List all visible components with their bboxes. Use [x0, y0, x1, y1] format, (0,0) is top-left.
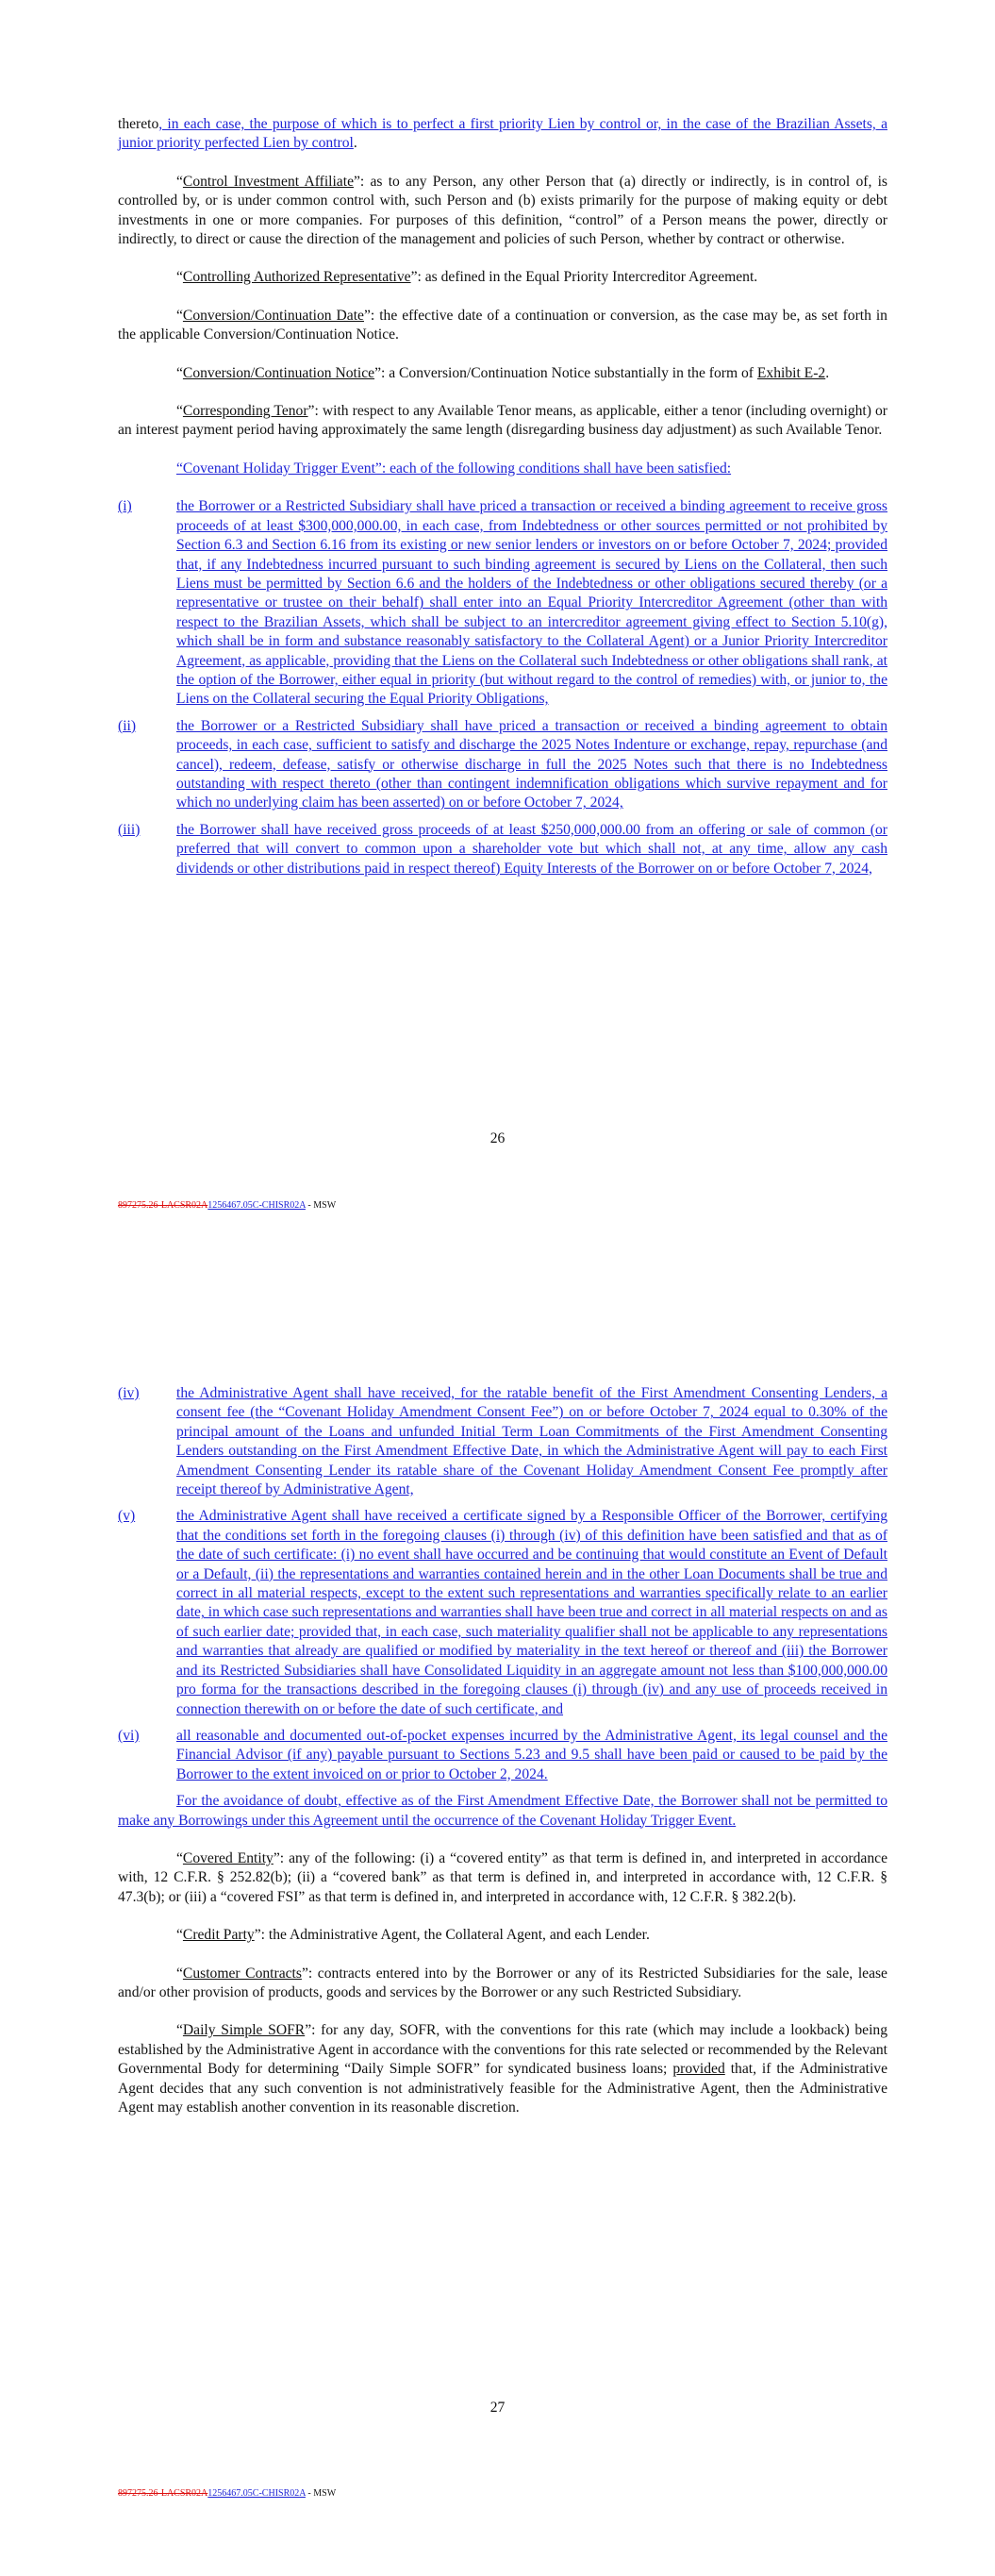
- list-item: [118, 821, 887, 878]
- defined-term: Conversion/Continuation Date: [182, 307, 364, 324]
- definition-covenant-holiday-trigger-event: “Covenant Holiday Trigger Event”: each of the following conditions shall have been satisfied:: [176, 460, 732, 477]
- deleted-doc-id: 897275.26-LACSR02A: [118, 2488, 208, 2499]
- definition-controlling-authorized-representative: “Controlling Authorized Representative”: as defined in the Equal Priority Intercreditor Agreement.: [176, 269, 758, 286]
- inserted-text: , in each case, the purpose of which is to perfect a first priority Lien by control or, in the case of the Brazilian Assets, a junior priority perfected Lien by control: [118, 116, 887, 152]
- definition-corresponding-tenor: “Corresponding Tenor”: with respect to any Available Tenor means, as applicable, either a tenor (including overnight) or an interest payment period having approximately the same length (disregarding business day adjustment) as such Available Tenor.: [118, 403, 887, 439]
- item-number: (i): [118, 498, 132, 515]
- definition-control-investment-affiliate: “Control Investment Affiliate”: as to any Person, any other Person that (a) directly or indirectly, is in control of, is controlled by, or is under common control with, such Person and (b) exists primarily for the purpose of making equity or debt investments in one or more companies. For purposes of this definition, “control” of a Person means the power, directly or indirectly, to direct or cause the direction of the management and policies of such Person, whether by contract or otherwise.: [118, 173, 887, 248]
- item-number: (ii): [118, 717, 137, 734]
- document-footer: 897275.26-LACSR02A1256467.05C-CHISR02A - MSW: [118, 2488, 337, 2499]
- item-number: (v): [118, 1508, 136, 1525]
- item-text: the Administrative Agent shall have received a certificate signed by a Responsible Officer of the Borrower, certifying that the conditions set forth in the foregoing clauses (i) through (iv) of this definition have been satisfied and that as of the date of such certificate: (i) no event shall have occurred and be continuing that would constitute an Event of Default or a Default, (ii) the representations and warranties contained herein and in the other Loan Documents shall be true and correct in all material respects, except to the extent such representations and warranties specifically relate to an earlier date, in which case such representations and warranties shall have been true and correct in all material respects on and as of such earlier date; provided that, in each case, such materiality qualifier shall not be applicable to any representations and warranties that already are qualified or modified by materiality in the text hereof or thereof and (iii) the Borrower and its Restricted Subsidiaries shall have Consolidated Liquidity in an aggregate amount not less than $100,000,000.00 pro forma for the transactions described in the foregoing clauses (i) through (iv) and any use of proceeds received in connection therewith on or before the date of such certificate, and: [176, 1508, 887, 1717]
- definition-customer-contracts: “Customer Contracts”: contracts entered into by the Borrower or any of its Restricted Subsidiaries for the sale, lease and/or other provision of products, goods and services by the Borrower or any such Restricted Subsidiary.: [118, 1965, 887, 2000]
- page-number: 26: [489, 1130, 506, 1146]
- defined-term: Corresponding Tenor: [182, 403, 308, 420]
- page-number: 27: [489, 2400, 506, 2416]
- definition-conversion-continuation-notice: “Conversion/Continuation Notice”: a Conversion/Continuation Notice substantially in the form of Exhibit E-2.: [176, 364, 830, 381]
- definition-covered-entity: “Covered Entity”: any of the following: (i) a “covered entity” as that term is defined in, and interpreted in accordance with, 12 C.F.R. § 252.82(b); (ii) a “covered bank” as that term is defined in, and interpreted in accordance with, 12 C.F.R. § 47.3(b); or (iii) a “covered FSI” as that term is defined in, and interpreted in accordance with, 12 C.F.R. § 382.2(b).: [118, 1849, 887, 1905]
- defined-term: Controlling Authorized Representative: [182, 269, 411, 286]
- list-item: [118, 1727, 887, 1784]
- defined-term: Covered Entity: [182, 1849, 274, 1866]
- defined-term: Daily Simple SOFR: [182, 2022, 306, 2039]
- list-item: [118, 717, 887, 813]
- condition-list-continued: [118, 1384, 887, 1784]
- item-text: the Administrative Agent shall have received, for the ratable benefit of the First Amendment Consenting Lenders, a consent fee (the “Covenant Holiday Amendment Consent Fee”) on or before October 7, 2024 equal to 0.30% of the principal amount of the Loans and unfunded Initial Term Loan Commitments of the First Amendment Consenting Lenders outstanding on the First Amendment Effective Date, in which the Administrative Agent will pay to each First Amendment Consenting Lender its ratable share of the Covenant Holiday Amendment Consent Fee promptly after receipt thereof by Administrative Agent,: [176, 1385, 887, 1498]
- defined-term: Conversion/Continuation Notice: [182, 364, 375, 381]
- exhibit-reference: Exhibit E-2: [756, 364, 826, 381]
- defined-term: Credit Party: [182, 1927, 255, 1944]
- definition-credit-party: “Credit Party”: the Administrative Agent, the Collateral Agent, and each Lender.: [176, 1927, 650, 1944]
- item-text: the Borrower or a Restricted Subsidiary shall have priced a transaction or received a binding agreement to obtain proceeds, in each case, sufficient to satisfy and discharge the 2025 Notes Indenture or exchange, repay, repurchase (and cancel), redeem, defease, satisfy or otherwise discharge in full the 2025 Notes such that there is no Indebtedness outstanding with respect thereto (other than contingent indemnification obligations which survive repayment and for which no underlying claim has been asserted) on or before October 7, 2024,: [176, 717, 887, 811]
- page-27-body: [118, 1384, 887, 2117]
- item-text: the Borrower shall have received gross proceeds of at least $250,000,000.00 from an offering or sale of common (or preferred that will convert to common upon a shareholder vote but which shall not, at any time, allow any cash dividends or other distributions paid in respect thereof) Equity Interests of the Borrower on or before October 7, 2024,: [176, 821, 887, 877]
- inserted-doc-id: 1256467.05C-CHISR02A: [207, 2488, 306, 2499]
- paragraph-continuation: thereto, in each case, the purpose of which is to perfect a first priority Lien by control or, in the case of the Brazilian Assets, a junior priority perfected Lien by control.: [118, 116, 887, 152]
- deleted-doc-id: 897275.26-LACSR02A: [118, 1200, 208, 1211]
- inserted-doc-id: 1256467.05C-CHISR02A: [207, 1200, 306, 1211]
- list-item: [118, 1507, 887, 1718]
- item-number: (iii): [118, 821, 141, 838]
- document-page-27: [0, 1288, 995, 2576]
- defined-term: Customer Contracts: [182, 1965, 302, 1982]
- list-item: [118, 1384, 887, 1499]
- definition-daily-simple-sofr: “Daily Simple SOFR”: for any day, SOFR, with the conventions for this rate (which may include a lookback) being established by the Administrative Agent in accordance with the conventions for this rate selected or recommended by the Relevant Governmental Body for determining “Daily Simple SOFR” for syndicated business loans; provided that, if the Administrative Agent decides that any such convention is not administratively feasible for the Administrative Agent, then the Administrative Agent may establish another convention in its reasonable discretion.: [118, 2022, 887, 2116]
- page-26-body: [118, 115, 887, 878]
- item-text: the Borrower or a Restricted Subsidiary shall have priced a transaction or received a binding agreement to receive gross proceeds of at least $300,000,000.00, in each case, from Indebtedness or other sources permitted or not prohibited by Section 6.3 and Section 6.16 from its existing or new senior lenders or investors on or before October 7, 2024; provided that, if any Indebtedness incurred pursuant to such binding agreement is secured by Liens on the Collateral, then such Liens must be permitted by Section 6.6 and the holders of the Indebtedness or other obligations secured thereby (or a representative or trustee on their behalf) shall enter into an Equal Priority Intercreditor Agreement (other than with respect to the Brazilian Assets, which shall be subject to an intercreditor agreement giving effect to Section 5.10(g), which shall be in form and substance reasonably satisfactory to the Collateral Agent) or a Junior Priority Intercreditor Agreement, as applicable, providing that the Liens on the Collateral such Indebtedness or other obligations shall rank, at the option of the Borrower, either equal in priority (but without regard to the control of remedies) with, or junior to, the Liens on the Collateral securing the Equal Priority Obligations,: [176, 498, 887, 708]
- list-item: [118, 497, 887, 709]
- avoidance-of-doubt-paragraph: For the avoidance of doubt, effective as of the First Amendment Effective Date, the Borrower shall not be permitted to make any Borrowings under this Agreement until the occurrence of the Covenant Holiday Trigger Event.: [118, 1793, 887, 1829]
- condition-list: [118, 497, 887, 878]
- item-number: (iv): [118, 1385, 140, 1401]
- item-number: (vi): [118, 1727, 140, 1744]
- item-text: all reasonable and documented out-of-pocket expenses incurred by the Administrative Agent, its legal counsel and the Financial Advisor (if any) payable pursuant to Sections 5.23 and 9.5 shall have been paid or caused to be paid by the Borrower to the extent invoiced on or prior to October 2, 2024.: [176, 1727, 887, 1782]
- definition-conversion-continuation-date: “Conversion/Continuation Date”: the effective date of a continuation or conversion, as the case may be, as set forth in the applicable Conversion/Continuation Notice.: [118, 307, 887, 343]
- provided-term: provided: [672, 2061, 725, 2078]
- document-footer: 897275.26-LACSR02A1256467.05C-CHISR02A - MSW: [118, 1200, 337, 1211]
- defined-term: Control Investment Affiliate: [182, 173, 354, 190]
